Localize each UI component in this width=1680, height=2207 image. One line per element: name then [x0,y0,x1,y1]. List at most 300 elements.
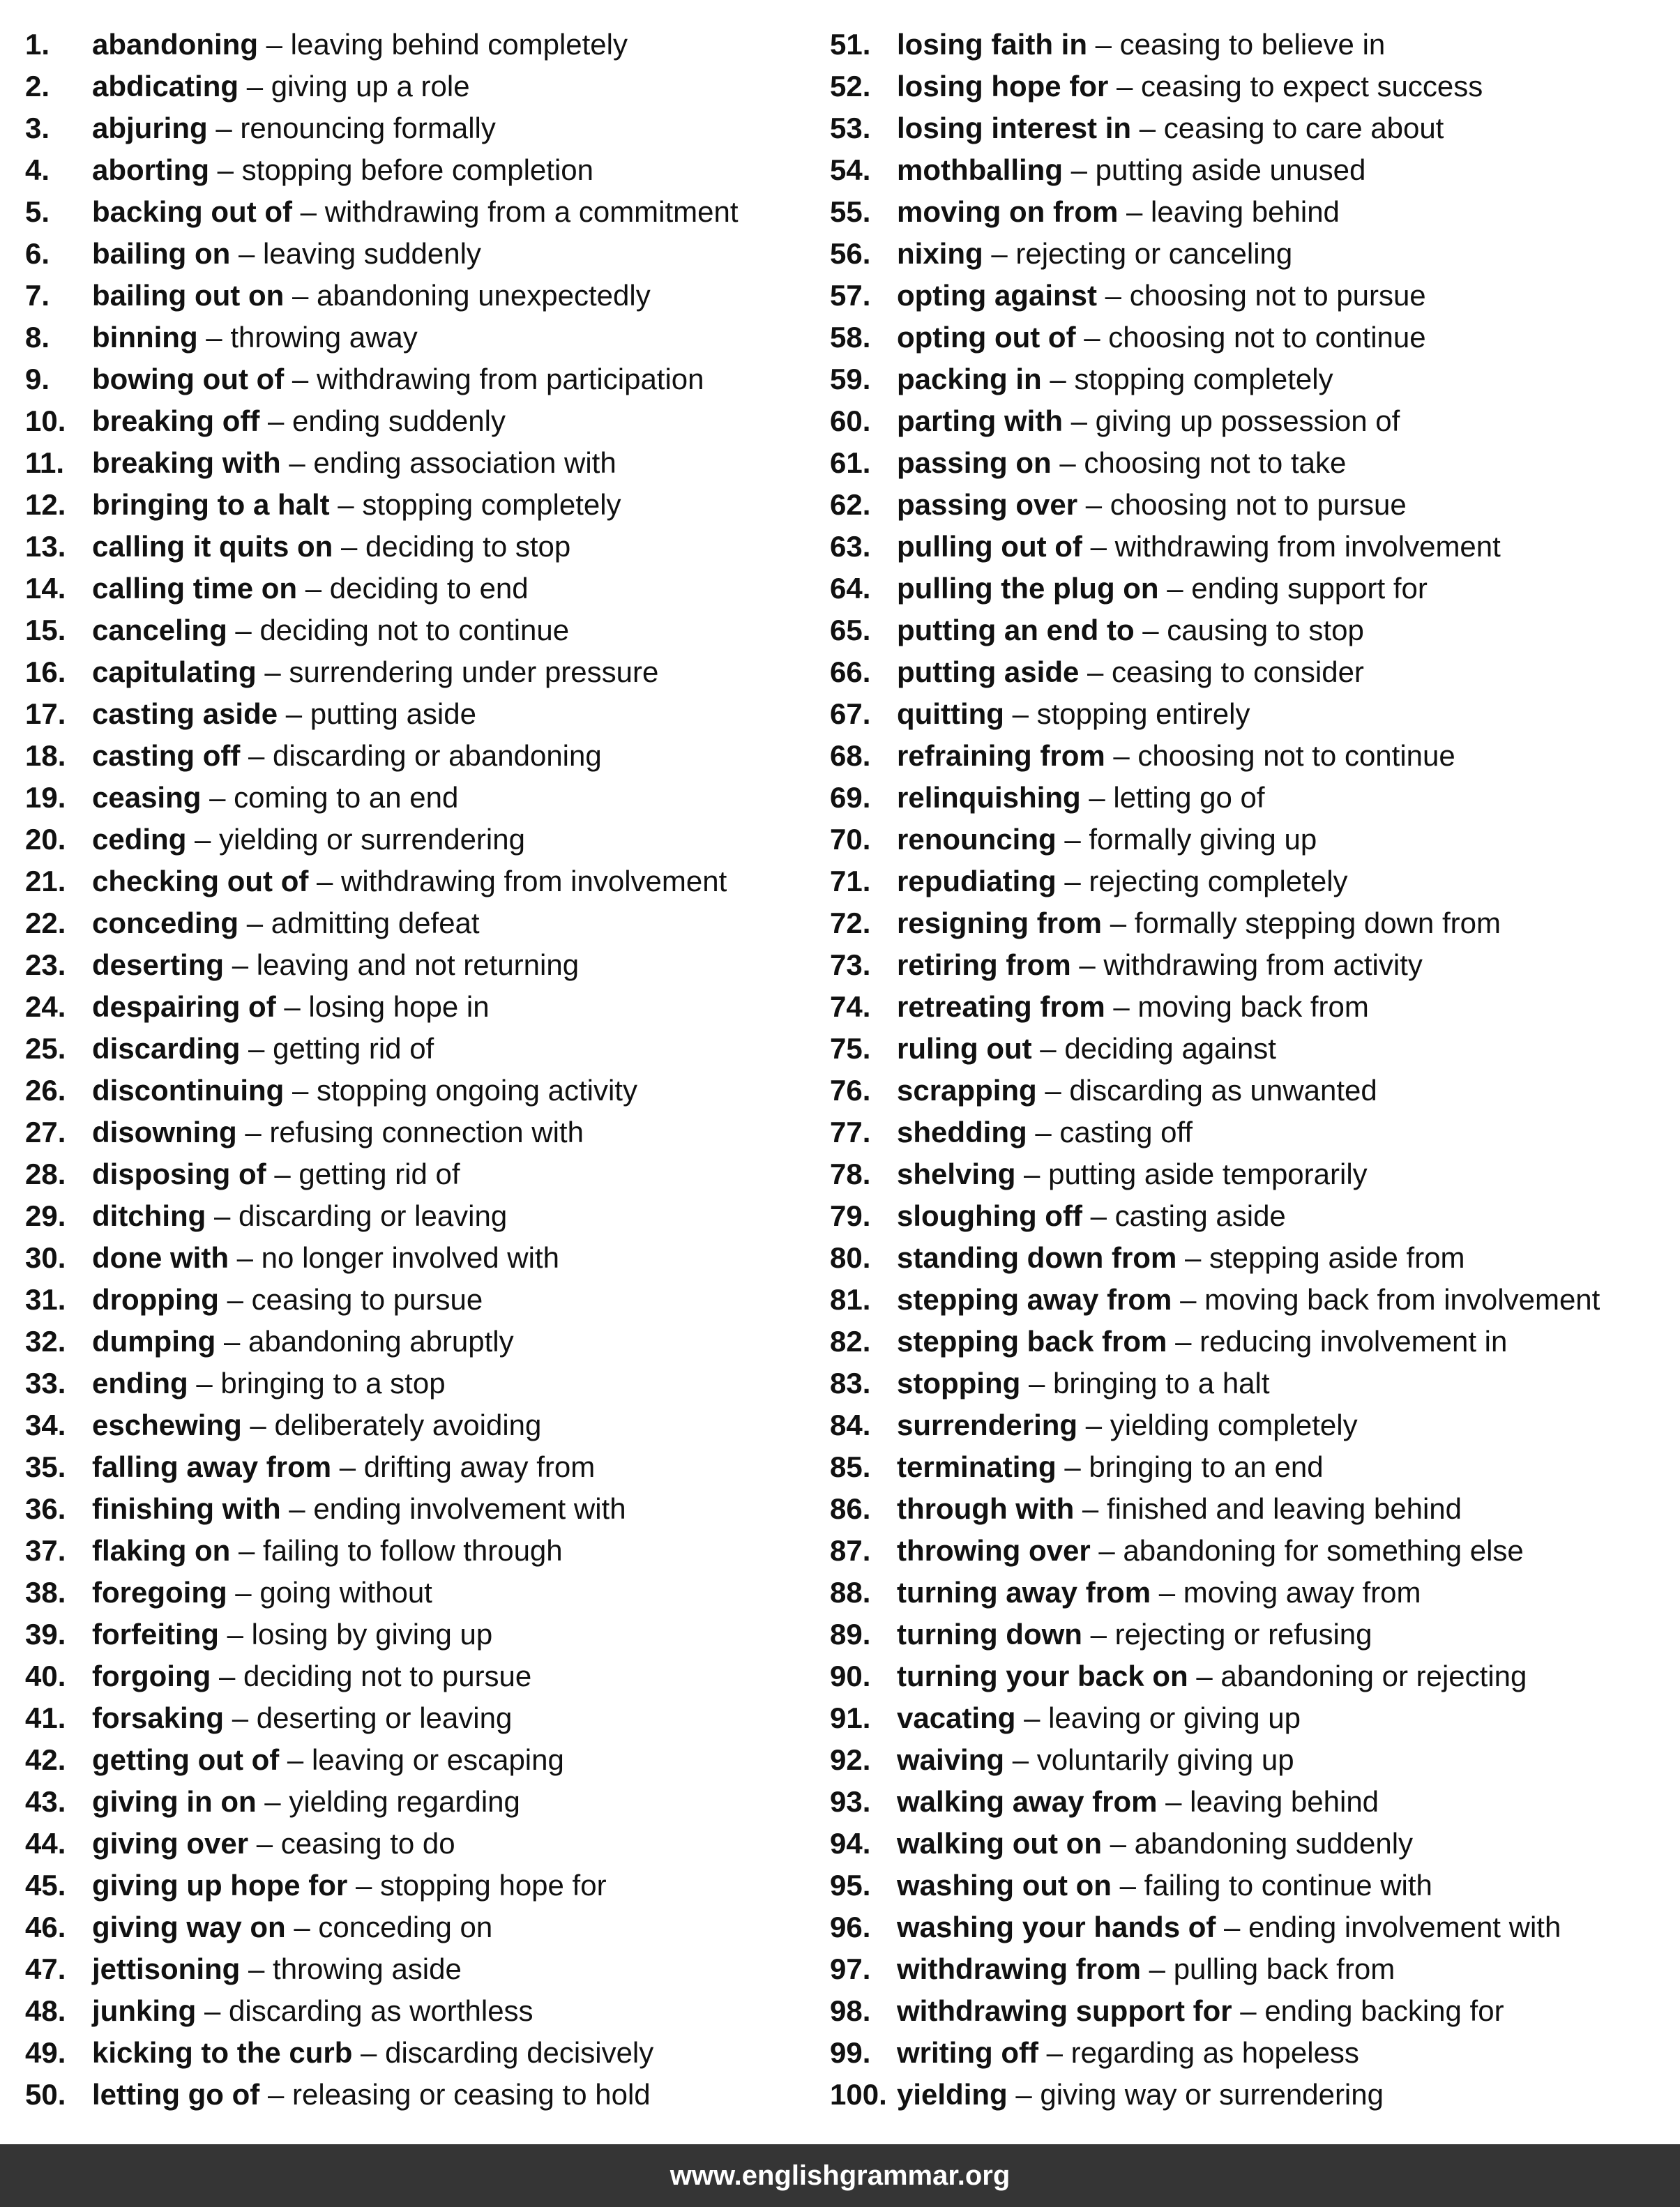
item-number: 99. [830,2036,871,2069]
item-number: 15. [25,614,66,646]
list-item [830,1446,1677,1488]
item-definition: – leaving or giving up [1015,1701,1301,1734]
item-definition: – failing to continue with [1111,1869,1432,1902]
item-term: vacating [897,1701,1016,1734]
list-item [830,1697,1677,1739]
item-number: 38. [25,1576,66,1609]
item-definition: – letting go of [1080,781,1265,814]
item-definition: – abandoning unexpectedly [284,279,651,312]
item-term: kicking to the curb [92,2036,353,2069]
list-item [830,484,1677,526]
item-term: pulling the plug on [897,572,1159,605]
item-term: falling away from [92,1450,332,1483]
item-number: 89. [830,1618,871,1651]
list-item [25,2032,813,2074]
item-definition: – putting aside unused [1062,153,1366,186]
item-number: 7. [25,279,50,312]
item-number: 70. [830,823,871,856]
item-number: 77. [830,1116,871,1148]
list-item [830,1153,1677,1195]
item-definition: – withdrawing from a commitment [292,195,739,228]
item-term: opting against [897,279,1097,312]
item-number: 21. [25,865,66,897]
item-number: 52. [830,70,871,103]
item-number: 12. [25,488,66,521]
list-item [830,107,1677,149]
list-item [25,1488,813,1530]
list-item [25,1530,813,1572]
item-definition: – throwing aside [240,1952,462,1985]
item-number: 63. [830,530,871,563]
item-term: casting off [92,739,241,772]
item-number: 65. [830,614,871,646]
list-item [25,191,813,233]
item-term: abandoning [92,28,258,61]
item-term: resigning from [897,907,1103,939]
item-definition: – deliberately avoiding [241,1409,542,1441]
item-term: jettisoning [92,1952,241,1985]
list-item [830,651,1677,693]
list-item [25,1446,813,1488]
item-definition: – getting rid of [240,1032,434,1065]
list-item [25,1279,813,1321]
item-term: breaking off [92,404,260,437]
item-term: moving on from [897,195,1119,228]
item-definition: – discarding decisively [352,2036,654,2069]
list-item [25,1781,813,1823]
list-item [25,526,813,568]
item-term: checking out of [92,865,309,897]
item-term: stepping back from [897,1325,1167,1358]
item-definition: – leaving suddenly [230,237,481,270]
list-item [830,1488,1677,1530]
item-number: 54. [830,153,871,186]
item-term: terminating [897,1450,1057,1483]
item-number: 86. [830,1492,871,1525]
item-definition: – giving up a role [239,70,470,103]
item-definition: – yielding or surrendering [186,823,525,856]
item-number: 55. [830,195,871,228]
item-definition: – ending association with [280,446,616,479]
list-item [25,2074,813,2116]
list-item [830,233,1677,275]
item-term: retreating from [897,990,1105,1023]
item-definition: – withdrawing from activity [1070,948,1423,981]
footer-url[interactable]: www.englishgrammar.org [669,2160,1011,2191]
item-number: 81. [830,1283,871,1316]
item-term: turning your back on [897,1660,1188,1692]
item-number: 84. [830,1409,871,1441]
item-number: 37. [25,1534,66,1567]
list-item [25,735,813,777]
item-number: 11. [25,446,65,479]
item-term: shelving [897,1158,1016,1190]
list-item [830,944,1677,986]
item-term: finishing with [92,1492,281,1525]
item-number: 100. [830,2078,887,2111]
word-list-column-left [25,24,813,2116]
list-item [25,777,813,819]
item-term: passing on [897,446,1052,479]
list-item [830,1906,1677,1948]
item-definition: – ending support for [1158,572,1428,605]
list-item [830,1614,1677,1655]
list-item [830,1781,1677,1823]
item-definition: – refusing connection with [236,1116,584,1148]
item-definition: – ending involvement with [1216,1911,1561,1943]
item-definition: – putting aside temporarily [1015,1158,1368,1190]
item-term: junking [92,1994,197,2027]
list-item [25,986,813,1028]
item-definition: – bringing to a halt [1020,1367,1270,1400]
item-term: shedding [897,1116,1027,1148]
item-definition: – abandoning or rejecting [1188,1660,1527,1692]
item-definition: – getting rid of [266,1158,460,1190]
item-number: 50. [25,2078,66,2111]
list-item [25,902,813,944]
item-number: 58. [830,321,871,354]
item-term: opting out of [897,321,1076,354]
item-definition: – drifting away from [331,1450,596,1483]
item-definition: – ending suddenly [259,404,506,437]
list-item [25,1823,813,1865]
item-number: 22. [25,907,66,939]
item-definition: – moving back from involvement [1172,1283,1600,1316]
item-term: waiving [897,1743,1005,1776]
item-definition: – stopping completely [1041,363,1333,395]
item-number: 44. [25,1827,66,1860]
item-term: relinquishing [897,781,1081,814]
item-number: 75. [830,1032,871,1065]
item-term: yielding [897,2078,1008,2111]
item-definition: – stopping before completion [209,153,594,186]
list-item [25,1739,813,1781]
item-definition: – deciding not to pursue [211,1660,532,1692]
item-number: 23. [25,948,66,981]
item-term: dumping [92,1325,216,1358]
item-term: walking out on [897,1827,1102,1860]
item-term: sloughing off [897,1199,1082,1232]
item-definition: – withdrawing from participation [284,363,704,395]
item-term: surrendering [897,1409,1078,1441]
item-definition: – moving back from [1105,990,1369,1023]
item-definition: – choosing not to pursue [1097,279,1426,312]
list-item [830,860,1677,902]
list-item [25,1195,813,1237]
item-definition: – ceasing to pursue [218,1283,483,1316]
list-item [25,149,813,191]
list-item [830,986,1677,1028]
item-number: 97. [830,1952,871,1985]
list-item [25,1906,813,1948]
item-term: refraining from [897,739,1105,772]
item-number: 46. [25,1911,66,1943]
item-definition: – discarding or leaving [206,1199,508,1232]
list-item [830,526,1677,568]
list-item [25,1112,813,1153]
list-item [830,693,1677,735]
item-term: abdicating [92,70,239,103]
item-definition: – choosing not to take [1051,446,1347,479]
list-item [830,191,1677,233]
item-definition: – losing by giving up [218,1618,493,1651]
item-definition: – reducing involvement in [1167,1325,1508,1358]
item-term: forgoing [92,1660,211,1692]
item-term: disowning [92,1116,237,1148]
item-term: writing off [897,2036,1038,2069]
item-definition: – abandoning abruptly [215,1325,514,1358]
item-definition: – ceasing to do [248,1827,455,1860]
list-item [25,1070,813,1112]
item-number: 53. [830,112,871,144]
item-term: losing interest in [897,112,1132,144]
item-term: renouncing [897,823,1057,856]
list-item [830,24,1677,66]
item-definition: – ceasing to believe in [1087,28,1386,61]
item-term: turning down [897,1618,1082,1651]
item-number: 56. [830,237,871,270]
item-term: through with [897,1492,1075,1525]
item-number: 48. [25,1994,66,2027]
item-definition: – renouncing formally [207,112,496,144]
item-term: washing out on [897,1869,1112,1902]
item-term: stopping [897,1367,1021,1400]
list-item [25,609,813,651]
item-term: pulling out of [897,530,1082,563]
item-term: ceding [92,823,187,856]
list-item [830,1404,1677,1446]
item-term: nixing [897,237,983,270]
item-term: washing your hands of [897,1911,1216,1943]
list-item [25,1614,813,1655]
list-item [830,1530,1677,1572]
item-term: calling it quits on [92,530,333,563]
list-item [830,1070,1677,1112]
item-number: 88. [830,1576,871,1609]
list-item [830,2032,1677,2074]
word-list-column-right [830,24,1677,2116]
list-item [25,1237,813,1279]
list-item [830,1321,1677,1363]
list-item [25,1028,813,1070]
list-item [830,568,1677,609]
list-item [25,944,813,986]
item-number: 68. [830,739,871,772]
item-number: 66. [830,655,871,688]
item-number: 10. [25,404,66,437]
item-definition: – deciding against [1031,1032,1276,1065]
item-term: capitulating [92,655,257,688]
item-definition: – putting aside [278,697,476,730]
list-item [25,1948,813,1990]
item-term: casting aside [92,697,278,730]
list-item [25,1865,813,1906]
list-item [25,233,813,275]
item-number: 27. [25,1116,66,1148]
item-number: 80. [830,1241,871,1274]
item-number: 59. [830,363,871,395]
list-item [25,1697,813,1739]
item-term: binning [92,321,198,354]
list-item [25,1363,813,1404]
item-number: 62. [830,488,871,521]
item-number: 18. [25,739,66,772]
list-item [25,1321,813,1363]
item-term: backing out of [92,195,292,228]
item-term: withdrawing support for [897,1994,1232,2027]
item-number: 93. [830,1785,871,1818]
item-definition: – yielding regarding [256,1785,520,1818]
item-term: letting go of [92,2078,260,2111]
list-item [830,777,1677,819]
item-term: quitting [897,697,1004,730]
item-definition: – choosing not to pursue [1077,488,1407,521]
item-definition: – leaving or escaping [279,1743,564,1776]
item-number: 82. [830,1325,871,1358]
item-term: deserting [92,948,225,981]
item-definition: – choosing not to continue [1105,739,1455,772]
item-term: withdrawing from [897,1952,1141,1985]
item-number: 33. [25,1367,66,1400]
item-term: flaking on [92,1534,231,1567]
list-item [25,317,813,358]
item-term: packing in [897,363,1042,395]
item-number: 29. [25,1199,66,1232]
item-definition: – rejecting or canceling [983,237,1293,270]
item-number: 9. [25,363,50,395]
item-number: 31. [25,1283,66,1316]
item-definition: – surrendering under pressure [256,655,659,688]
item-number: 5. [25,195,50,228]
item-definition: – coming to an end [201,781,459,814]
list-item [830,609,1677,651]
list-item [830,735,1677,777]
item-definition: – formally giving up [1056,823,1317,856]
item-number: 4. [25,153,50,186]
item-term: putting an end to [897,614,1135,646]
item-term: putting aside [897,655,1080,688]
list-item [25,358,813,400]
item-definition: – losing hope in [275,990,490,1023]
item-definition: – bringing to an end [1056,1450,1324,1483]
list-item [25,24,813,66]
item-term: scrapping [897,1074,1037,1107]
list-item [25,1655,813,1697]
item-number: 19. [25,781,66,814]
item-definition: – ceasing to consider [1079,655,1364,688]
item-definition: – stopping completely [329,488,621,521]
item-term: discarding [92,1032,241,1065]
item-number: 42. [25,1743,66,1776]
item-number: 16. [25,655,66,688]
item-number: 76. [830,1074,871,1107]
list-item [830,819,1677,860]
item-number: 78. [830,1158,871,1190]
item-definition: – ceasing to expect success [1108,70,1483,103]
item-term: canceling [92,614,227,646]
list-item [830,1237,1677,1279]
item-number: 74. [830,990,871,1023]
item-term: forsaking [92,1701,225,1734]
item-term: parting with [897,404,1063,437]
item-number: 92. [830,1743,871,1776]
item-number: 25. [25,1032,66,1065]
item-definition: – deserting or leaving [224,1701,513,1734]
item-number: 35. [25,1450,66,1483]
item-term: bailing out on [92,279,285,312]
item-definition: – admitting defeat [239,907,480,939]
item-number: 51. [830,28,871,61]
item-definition: – choosing not to continue [1075,321,1426,354]
item-definition: – stopping ongoing activity [284,1074,637,1107]
list-item [830,400,1677,442]
item-number: 43. [25,1785,66,1818]
item-definition: – formally stepping down from [1102,907,1501,939]
item-term: losing hope for [897,70,1109,103]
item-number: 28. [25,1158,66,1190]
list-item [25,860,813,902]
item-number: 73. [830,948,871,981]
list-item [25,442,813,484]
list-item [830,275,1677,317]
item-number: 94. [830,1827,871,1860]
item-definition: – withdrawing from involvement [308,865,727,897]
item-definition: – regarding as hopeless [1038,2036,1359,2069]
item-term: bailing on [92,237,231,270]
item-definition: – deciding not to continue [227,614,570,646]
list-item [830,902,1677,944]
list-item [830,442,1677,484]
item-definition: – throwing away [197,321,418,354]
list-item [830,66,1677,107]
item-number: 95. [830,1869,871,1902]
list-item [25,400,813,442]
item-number: 26. [25,1074,66,1107]
item-definition: – giving way or surrendering [1007,2078,1384,2111]
item-term: forfeiting [92,1618,219,1651]
item-definition: – leaving and not returning [224,948,580,981]
item-term: losing faith in [897,28,1087,61]
list-item [25,1153,813,1195]
item-definition: – abandoning suddenly [1101,1827,1414,1860]
item-number: 41. [25,1701,66,1734]
item-number: 71. [830,865,871,897]
list-item [25,693,813,735]
item-term: discontinuing [92,1074,285,1107]
item-definition: – pulling back from [1141,1952,1395,1985]
list-item [830,1112,1677,1153]
item-definition: – withdrawing from involvement [1082,530,1501,563]
item-number: 6. [25,237,50,270]
item-term: disposing of [92,1158,266,1190]
item-number: 13. [25,530,66,563]
item-number: 60. [830,404,871,437]
item-term: despairing of [92,990,276,1023]
item-term: eschewing [92,1409,242,1441]
item-definition: – failing to follow through [230,1534,563,1567]
item-term: giving in on [92,1785,257,1818]
item-definition: – stepping aside from [1176,1241,1465,1274]
item-number: 96. [830,1911,871,1943]
item-number: 64. [830,572,871,605]
list-item [830,1865,1677,1906]
item-term: giving over [92,1827,249,1860]
item-number: 72. [830,907,871,939]
item-term: repudiating [897,865,1057,897]
item-term: passing over [897,488,1078,521]
item-number: 45. [25,1869,66,1902]
item-definition: – bringing to a stop [188,1367,446,1400]
